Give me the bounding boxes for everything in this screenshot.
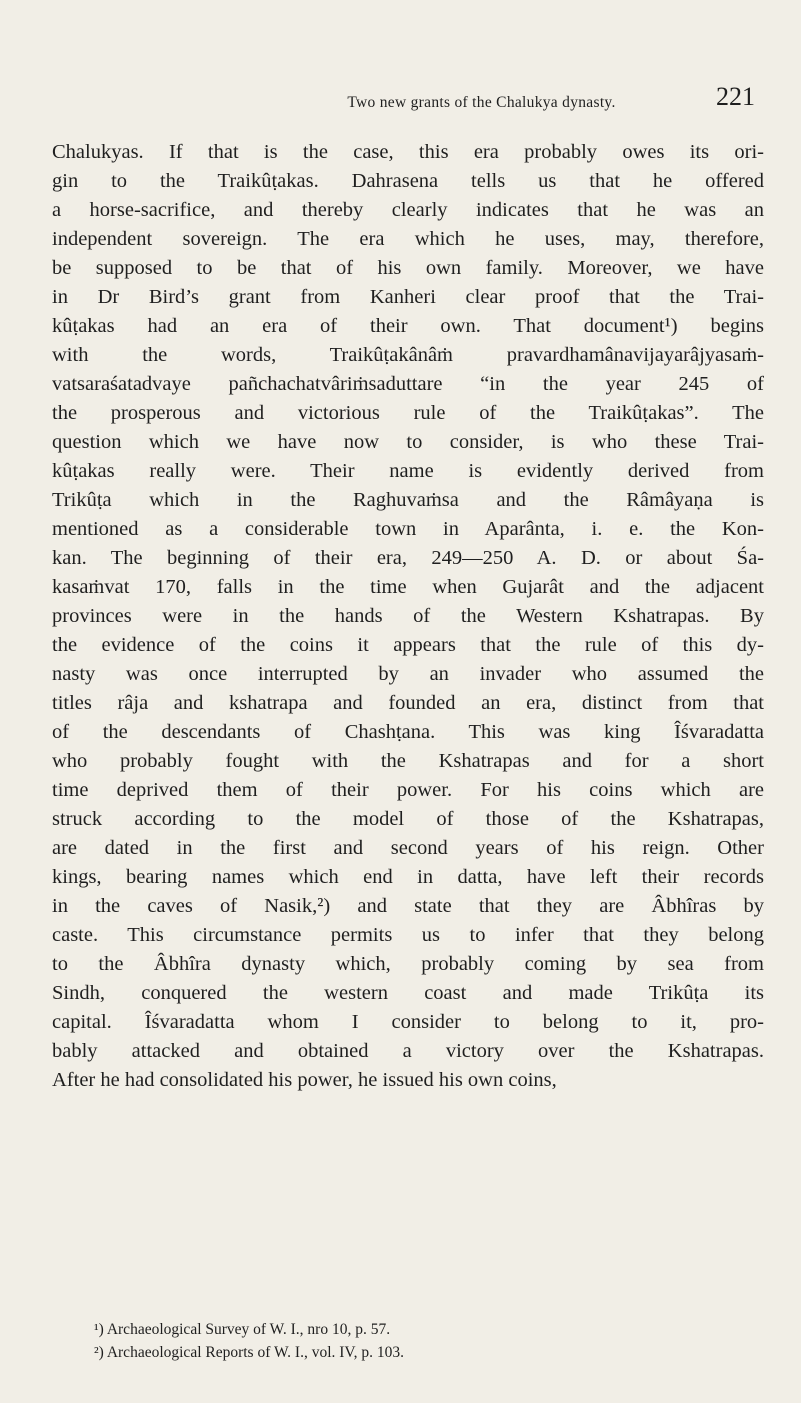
text-line: kings, bearing names which end in datta, have left their records [52,866,764,888]
text-line: the evidence of the coins it appears that the rule of this dy- [52,634,764,656]
text-line: in the caves of Nasik,²) and state that they are Âbhîras by [52,895,764,917]
text-line: with the words, Traikûṭakânâṁ pravardhamânavijayarâjyasaṁ- [52,344,764,366]
text-line: Chalukyas. If that is the case, this era probably owes its ori- [52,141,764,163]
text-line: question which we have now to consider, is who these Trai- [52,431,764,453]
text-line: After he had consolidated his power, he issued his own coins, [52,1069,557,1091]
text-line: Sindh, conquered the western coast and made Trikûṭa its [52,982,764,1004]
body-text [52,138,764,1095]
page-header [80,82,763,122]
text-line: of the descendants of Chashṭana. This was king Îśvaradatta [52,721,764,743]
text-line: a horse-sacrifice, and thereby clearly indicates that he was an [52,199,764,221]
text-line: kasaṁvat 170, falls in the time when Gujarât and the adjacent [52,576,764,598]
text-line: gin to the Traikûṭakas. Dahrasena tells us that he offered [52,170,764,192]
text-line: struck according to the model of those of the Kshatrapas, [52,808,764,830]
running-head: Two new grants of the Chalukya dynasty. [347,94,616,111]
text-line: capital. Îśvaradatta whom I consider to belong to it, pro- [52,1011,764,1033]
text-line: independent sovereign. The era which he uses, may, therefore, [52,228,764,250]
text-line: bably attacked and obtained a victory over the Kshatrapas. [52,1040,764,1062]
footnotes [94,1318,734,1364]
text-line: caste. This circumstance permits us to infer that they belong [52,924,764,946]
text-line: the prosperous and victorious rule of the Traikûṭakas”. The [52,402,764,424]
text-line: Trikûṭa which in the Raghuvaṁsa and the Râmâyaṇa is [52,489,764,511]
text-line: are dated in the first and second years of his reign. Other [52,837,764,859]
page-number: 221 [716,82,755,111]
text-line: be supposed to be that of his own family. Moreover, we have [52,257,764,279]
text-line: who probably fought with the Kshatrapas and for a short [52,750,764,772]
text-line: kûṭakas had an era of their own. That document¹) begins [52,315,764,337]
footnote: ²) Archaeological Reports of W. I., vol. IV, p. 103. [94,1344,405,1361]
text-line: kûṭakas really were. Their name is evidently derived from [52,460,764,482]
text-line: provinces were in the hands of the Western Kshatrapas. By [52,605,764,627]
text-line: vatsaraśatadvaye pañchachatvâriṁsaduttare “in the year 245 of [52,373,764,395]
text-line: nasty was once interrupted by an invader who assumed the [52,663,764,685]
text-line: kan. The beginning of their era, 249—250 A. D. or about Śa- [52,547,764,569]
text-line: time deprived them of their power. For his coins which are [52,779,764,801]
text-line: in Dr Bird’s grant from Kanheri clear proof that the Trai- [52,286,764,308]
text-line: to the Âbhîra dynasty which, probably coming by sea from [52,953,764,975]
text-line: mentioned as a considerable town in Aparânta, i. e. the Kon- [52,518,764,540]
text-line: titles râja and kshatrapa and founded an era, distinct from that [52,692,764,714]
footnote: ¹) Archaeological Survey of W. I., nro 10, p. 57. [94,1321,391,1338]
